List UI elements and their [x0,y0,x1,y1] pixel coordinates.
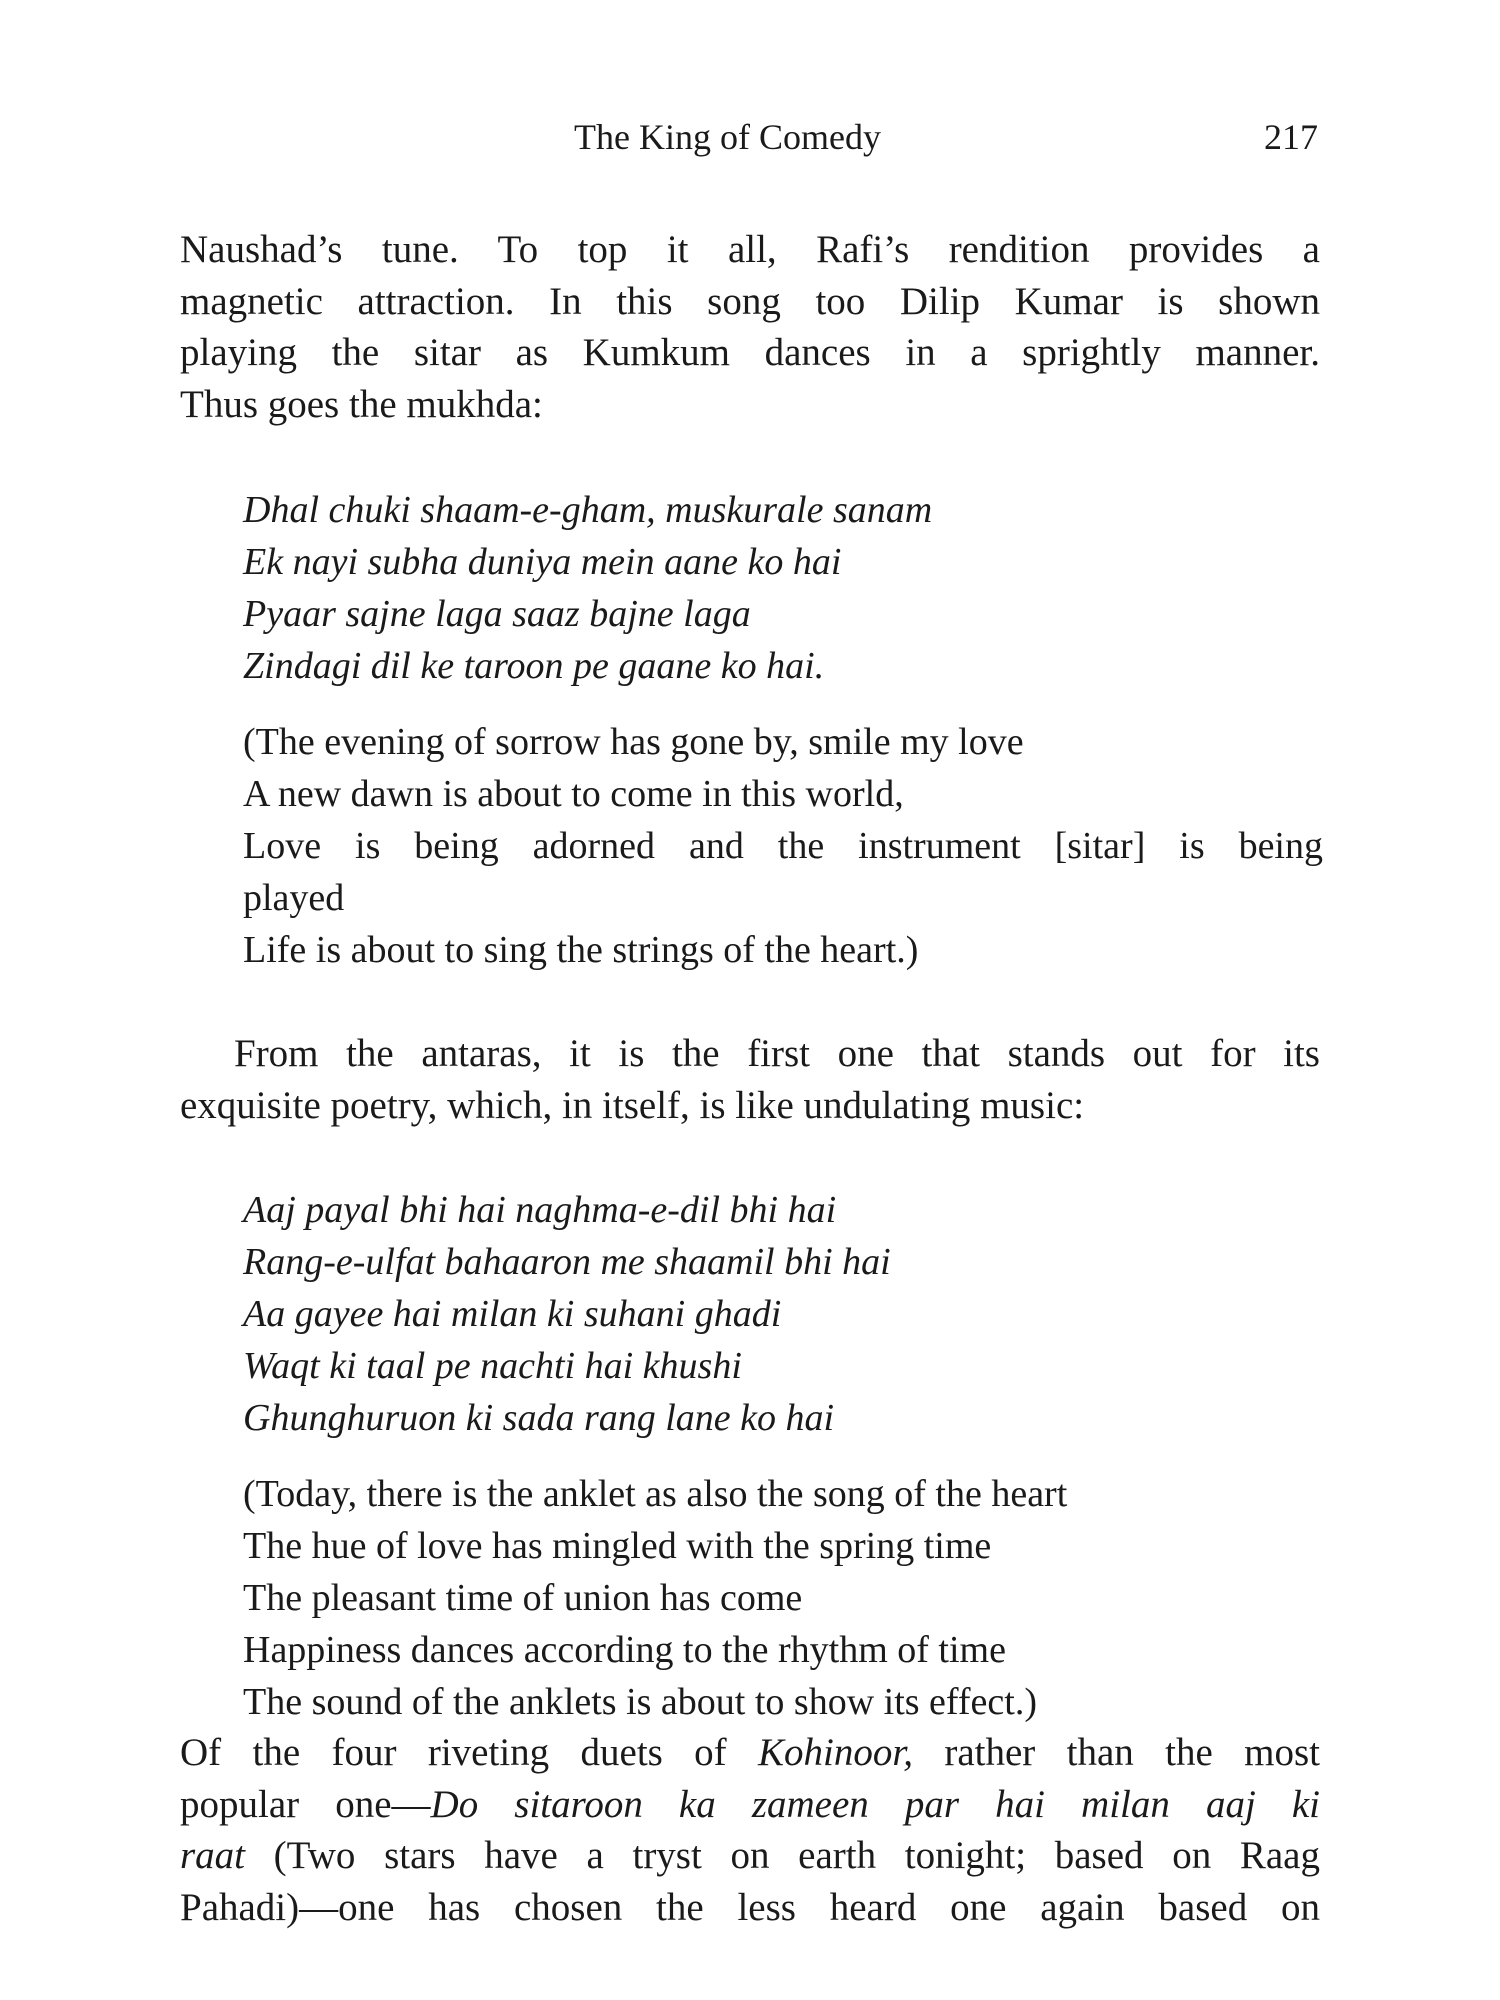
text-line: playing the sitar as Kumkum dances in a sprightly manner. [180,331,1320,374]
verse-1 [243,484,1323,692]
text-line: From the antaras, it is the first one that stands out for its [234,1032,1320,1075]
book-title: Kohinoor, [758,1731,913,1774]
paragraph-3 [180,1727,1320,1933]
paragraph-2 [180,1028,1320,1131]
text-run: popular one— [180,1782,431,1826]
text-line: Naushad’s tune. To top it all, Rafi’s rendition provides a [180,228,1320,271]
text-line: magnetic attraction. In this song too Dilip Kumar is shown [180,279,1320,323]
paragraph-1 [180,224,1320,430]
verse-line: Zindagi dil ke taroon pe gaane ko hai. [243,645,825,687]
verse-line: Ghunghuruon ki sada rang lane ko hai [243,1397,835,1439]
translation-2 [243,1468,1323,1728]
text-line [180,1830,1320,1882]
text-run: Of the four riveting duets of [180,1731,759,1774]
verse-line: Aa gayee hai milan ki suhani ghadi [243,1293,782,1335]
translation-line: played [243,877,345,919]
translation-line: Happiness dances according to the rhythm of time [243,1629,1006,1671]
verse-line: Dhal chuki shaam-e-gham, muskurale sanam [243,489,933,531]
text-line: Pahadi)—one has chosen the less heard one again based on [180,1885,1320,1929]
text-line [180,1779,1320,1831]
translation-line: Life is about to sing the strings of the heart.) [243,929,919,971]
text-line [180,1727,1320,1779]
page-number: 217 [1264,117,1318,157]
verse-line: Rang-e-ulfat bahaaron me shaamil bhi hai [243,1241,891,1283]
translation-line: The hue of love has mingled with the spring time [243,1525,992,1567]
verse-line: Ek nayi subha duniya mein aane ko hai [243,541,842,583]
translation-line: A new dawn is about to come in this world, [243,773,904,815]
translation-line: The pleasant time of union has come [243,1577,803,1619]
song-title: Do sitaroon ka zameen par hai milan aaj ki [430,1782,1320,1826]
verse-line: Pyaar sajne laga saaz bajne laga [243,593,751,635]
running-head-title: The King of Comedy [574,117,881,157]
text-run: (Two stars have a tryst on earth tonight; based on Raag [245,1834,1320,1877]
song-title: raat [180,1834,246,1877]
translation-line: The sound of the anklets is about to show its effect.) [243,1681,1037,1723]
text-line: exquisite poetry, which, in itself, is like undulating music: [180,1083,1085,1127]
verse-line: Aaj payal bhi hai naghma-e-dil bhi hai [243,1189,837,1231]
verse-2 [243,1184,1323,1444]
text-run: rather than the most [913,1731,1321,1774]
verse-line: Waqt ki taal pe nachti hai khushi [243,1345,742,1387]
translation-line: (The evening of sorrow has gone by, smile my love [243,721,1024,763]
translation-1 [243,716,1323,976]
text-line: Thus goes the mukhda: [180,382,543,426]
running-head [0,112,1500,162]
translation-line: (Today, there is the anklet as also the song of the heart [243,1473,1068,1515]
translation-line: Love is being adorned and the instrument [sitar] is being [243,825,1323,867]
